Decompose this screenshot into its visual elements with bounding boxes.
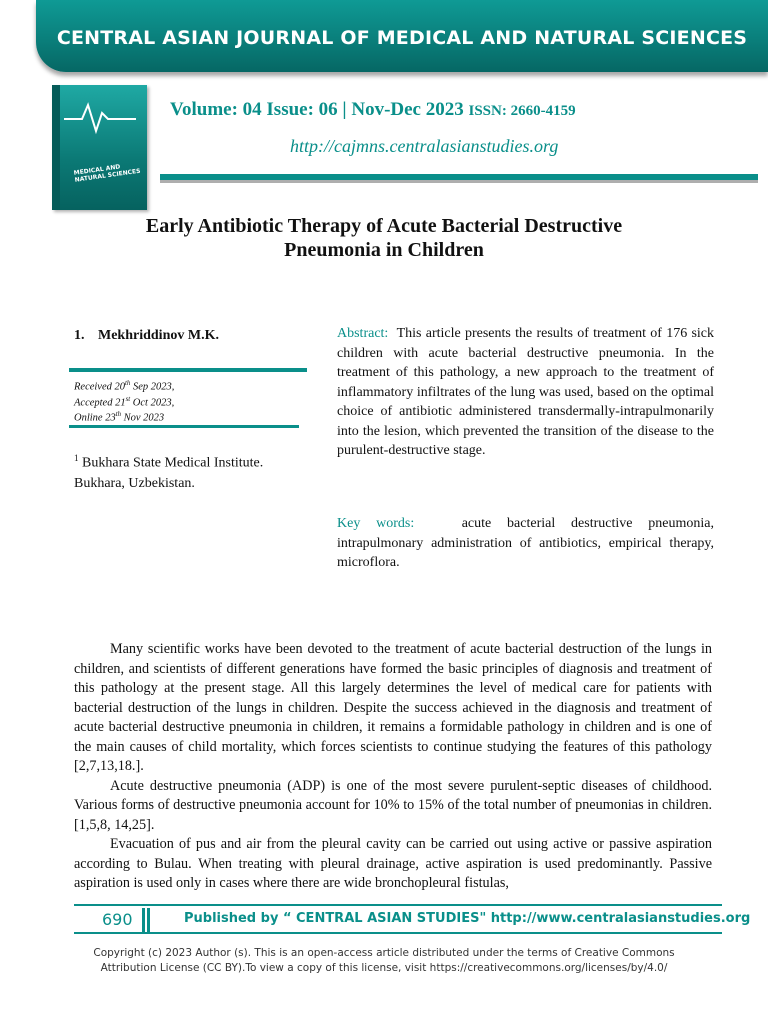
- dates-top-rule: [69, 368, 307, 372]
- affiliation-marker: 1: [74, 453, 79, 463]
- volume-issue-line: [170, 99, 576, 121]
- journal-banner: [36, 0, 768, 72]
- publisher-line[interactable]: Published by “ CENTRAL ASIAN STUDIES" http://www.centralasianstudies.org: [184, 911, 751, 926]
- abstract: [337, 324, 714, 461]
- abstract-label: Abstract:: [337, 326, 389, 341]
- footer-rule-bottom: [74, 932, 722, 934]
- cover-spine: [52, 85, 60, 210]
- issn: ISSN: 2660-4159: [468, 103, 576, 119]
- received-date: Received 20th Sep 2023,: [74, 380, 175, 393]
- article-body: [74, 640, 712, 894]
- journal-title: CENTRAL ASIAN JOURNAL OF MEDICAL AND NATURAL SCIENCES: [56, 27, 748, 49]
- affiliation-line-2: Bukhara, Uzbekistan.: [74, 475, 195, 491]
- footer-divider-2: [147, 908, 150, 932]
- online-date: Online 23th Nov 2023: [74, 411, 165, 424]
- volume-issue: Volume: 04 Issue: 06 | Nov-Dec 2023: [170, 99, 464, 120]
- article-dates: [74, 378, 174, 425]
- abstract-text: This article presents the results of treatment of 176 sick children with acute bacterial destructive pneumonia. In the treatment of this pathology, a new approach to the treatment of inflammatory infiltrates of the lung was used, based on the optimal choice of antibiotic administered transdermally-intrapulmonarily into the lesion, which prevented the transition of the disease to the purulent-destructive stage.: [337, 326, 715, 458]
- title-line-1: Early Antibiotic Therapy of Acute Bacterial Destructive: [145, 215, 623, 237]
- author-name: Mekhriddinov M.K.: [98, 328, 219, 343]
- header-rule-shadow: [160, 180, 758, 183]
- body-paragraph-1: Many scientific works have been devoted to the treatment of acute bacterial destruction of the lungs in children, and scientists of different generations have formed the basic principles of diagnosis and treatment of this pathology at the present stage. All this largely determines the level of medical care for patients with bacterial destruction of the lungs in children. Despite the success achieved in the diagnosis and treatment of acute bacterial destructive pneumonia in children, it remains a formidable pathology in children and is one of the main causes of child mortality, which forces scientists to continue studying the features of this pathology [2,7,13,18.].: [74, 641, 712, 774]
- keywords: [337, 514, 714, 573]
- article-title: [60, 214, 708, 262]
- accepted-date: Accepted 21st Oct 2023,: [74, 395, 175, 408]
- keywords-label: Key words:: [337, 516, 415, 531]
- author-affiliation: [74, 448, 304, 494]
- cover-text: MEDICAL AND NATURAL SCIENCES: [73, 163, 141, 184]
- heartbeat-icon: [64, 97, 136, 137]
- author-line: [74, 328, 219, 344]
- keywords-text: acute bacterial destructive pneumonia, intrapulmonary administration of antibiotics, empirical therapy, microflora.: [337, 516, 714, 570]
- affiliation-line-1: Bukhara State Medical Institute.: [78, 455, 264, 471]
- page-number: 690: [102, 910, 133, 929]
- copyright-notice: [60, 946, 708, 976]
- dates-bottom-rule: [69, 425, 299, 428]
- title-line-2: Pneumonia in Children: [284, 239, 484, 261]
- author-number: 1.: [74, 328, 85, 343]
- footer-divider-1: [142, 908, 145, 932]
- journal-cover-image: [52, 85, 147, 210]
- journal-url[interactable]: http://cajmns.centralasianstudies.org: [290, 136, 559, 156]
- footer-rule-top: [74, 904, 722, 906]
- copyright-line-1: Copyright (c) 2023 Author (s). This is an open-access article distributed under the terms of Creative Commons: [93, 947, 675, 959]
- copyright-line-2: Attribution License (CC BY).To view a copy of this license, visit https://creativecommons.org/licenses/by/4.0/: [100, 962, 668, 974]
- body-paragraph-2: Acute destructive pneumonia (ADP) is one of the most severe purulent-septic diseases of childhood. Various forms of destructive pneumonia account for 10% to 15% of the total number of pneumonias in children. [1,5,8, 14,25].: [74, 777, 712, 833]
- body-paragraph-3: Evacuation of pus and air from the pleural cavity can be carried out using active or passive aspiration according to Bulau. When treating with pleural drainage, active aspiration is used predominantly. Passive aspiration is used only in cases where there are wide bronchopleural fistulas,: [74, 836, 712, 891]
